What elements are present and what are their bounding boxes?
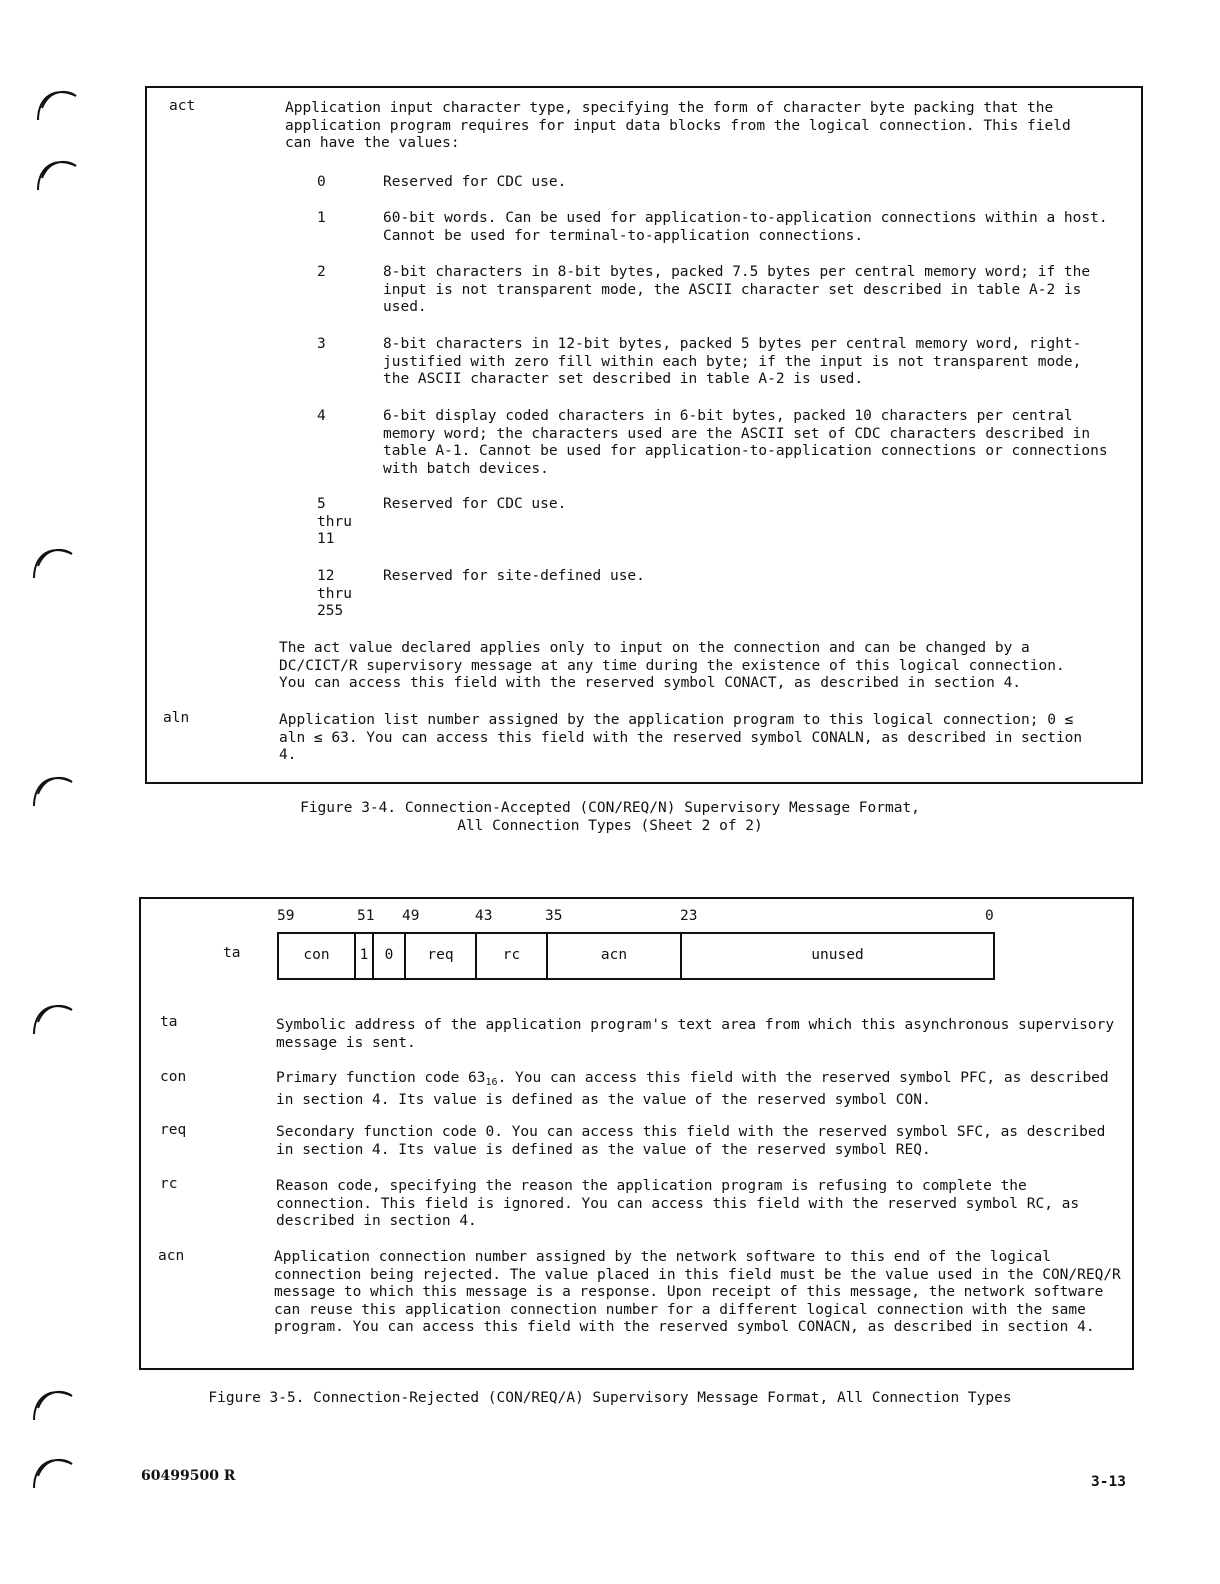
bit-position-label: 23 <box>680 908 698 924</box>
act-value-number: 12 thru 255 <box>317 568 352 619</box>
act-value-number: 4 <box>317 408 326 424</box>
term-ta: ta <box>160 1014 178 1030</box>
field-cell-bit-1 <box>354 932 372 980</box>
binder-mark-icon <box>30 540 76 580</box>
field-cell-rc <box>475 932 546 980</box>
field-cell-label: 0 <box>384 947 394 964</box>
bit-position-label: 59 <box>277 908 295 924</box>
figure-3-4-box <box>145 86 1143 784</box>
binder-mark-icon <box>34 152 80 192</box>
term-acn: acn <box>158 1248 185 1264</box>
field-cell-label: req <box>427 947 454 964</box>
figure-3-4-caption-line1: Figure 3-4. Connection-Accepted (CON/REQ/N) Supervisory Message Format, <box>300 800 920 816</box>
term-req: req <box>160 1122 187 1138</box>
act-value-description: Reserved for CDC use. <box>383 174 567 190</box>
field-cell-acn <box>546 932 680 980</box>
field-cell-label: rc <box>502 947 521 964</box>
act-value-description: 8-bit characters in 8-bit bytes, packed 7.5 bytes per central memory word; if the input is not transparent mode, the ASCII character set described in table A-2 is used. <box>383 264 1091 315</box>
bit-position-label: 51 <box>357 908 375 924</box>
acn-description: Application connection number assigned by the network software to this end of the logical connection being rejected. The value placed in this field must be the value used in the CON/REQ/R message to which this message is a response. Upon receipt of this message, the network software can reuse this application connection number for a different logical connection with the same program. You can access this field with the reserved symbol CONACN, as described in section 4. <box>274 1249 1121 1335</box>
ta-description: Symbolic address of the application program's text area from which this asynchronous supervisory message is sent. <box>276 1017 1115 1051</box>
binder-mark-icon <box>34 82 80 122</box>
field-cell-unused <box>680 932 995 980</box>
act-value-description: Reserved for site-defined use. <box>383 568 645 584</box>
con-hex-subscript: 16 <box>485 1077 498 1088</box>
rc-description: Reason code, specifying the reason the application program is refusing to complete the connection. This field is ignored. You can access this field with the reserved symbol RC, as described in section 4. <box>276 1178 1080 1229</box>
bit-position-label: 43 <box>475 908 493 924</box>
bit-position-label: 0 <box>985 908 994 924</box>
bit-position-label: 49 <box>402 908 420 924</box>
act-value-description: Reserved for CDC use. <box>383 496 567 512</box>
field-cell-label: acn <box>600 947 628 964</box>
act-value-description: 60-bit words. Can be used for application-to-application connections within a host. Cannot be used for terminal-to-application connections. <box>383 210 1108 244</box>
page-number: 3-13 <box>1091 1474 1126 1490</box>
act-value-description: 6-bit display coded characters in 6-bit bytes, packed 10 characters per central memory word; the characters used are the ASCII set of CDC characters described in table A-1. Cannot be used for application-to-application connections or connections with batch devices. <box>383 408 1108 477</box>
act-value-description: 8-bit characters in 12-bit bytes, packed 5 bytes per central memory word, right-justified with zero fill within each byte; if the input is not transparent mode, the ASCII character set described in table A-2 is used. <box>383 336 1082 387</box>
figure-3-4-caption <box>0 800 1220 835</box>
figure-3-5-caption-line: Figure 3-5. Connection-Rejected (CON/REQ/A) Supervisory Message Format, All Connection Types <box>208 1390 1012 1406</box>
act-closing-note: The act value declared applies only to input on the connection and can be changed by a DC/CICT/R supervisory message at any time during the existence of this logical connection. You can access this field with the reserved symbol CONACT, as described in section 4. <box>279 640 1065 691</box>
act-value-number: 5 thru 11 <box>317 496 352 547</box>
act-description: Application input character type, specifying the form of character byte packing that the application program requires for input data blocks from the logical connection. This field can have the values: <box>285 100 1071 151</box>
act-value-number: 1 <box>317 210 326 226</box>
field-cell-bit-0 <box>372 932 404 980</box>
field-cell-req <box>404 932 475 980</box>
act-value-number: 3 <box>317 336 326 352</box>
field-cell-label: con <box>303 947 330 964</box>
figure-3-5-caption <box>0 1390 1220 1408</box>
field-cell-label: 1 <box>359 947 369 964</box>
bit-position-label: 35 <box>545 908 563 924</box>
document-number: 60499500 R <box>141 1468 236 1484</box>
binder-mark-icon <box>30 996 76 1036</box>
aln-description: Application list number assigned by the application program to this logical connection; 0 ≤ aln ≤ 63. You can access this field with the reserved symbol CONALN, as described in section 4. <box>279 712 1083 763</box>
act-value-number: 2 <box>317 264 326 280</box>
field-cell-label: unused <box>811 947 864 964</box>
con-description-text: . You can access this field with the reserved symbol PFC, as described in section 4. Its value is defined as the value of the reserved symbol CON. <box>276 1070 1109 1108</box>
diagram-row-label: ta <box>223 945 241 961</box>
figure-3-4-caption-line2: All Connection Types (Sheet 2 of 2) <box>457 817 763 834</box>
con-description-text: Primary function code 63 <box>276 1070 486 1086</box>
field-cell-con <box>277 932 354 980</box>
term-aln: aln <box>163 710 190 726</box>
term-rc: rc <box>160 1176 178 1192</box>
term-con: con <box>160 1069 187 1085</box>
con-description <box>276 1070 1121 1109</box>
req-description: Secondary function code 0. You can access this field with the reserved symbol SFC, as described in section 4. Its value is defined as the value of the reserved symbol REQ. <box>276 1124 1106 1158</box>
act-value-number: 0 <box>317 174 326 190</box>
term-act: act <box>169 98 196 114</box>
binder-mark-icon <box>30 1450 76 1490</box>
